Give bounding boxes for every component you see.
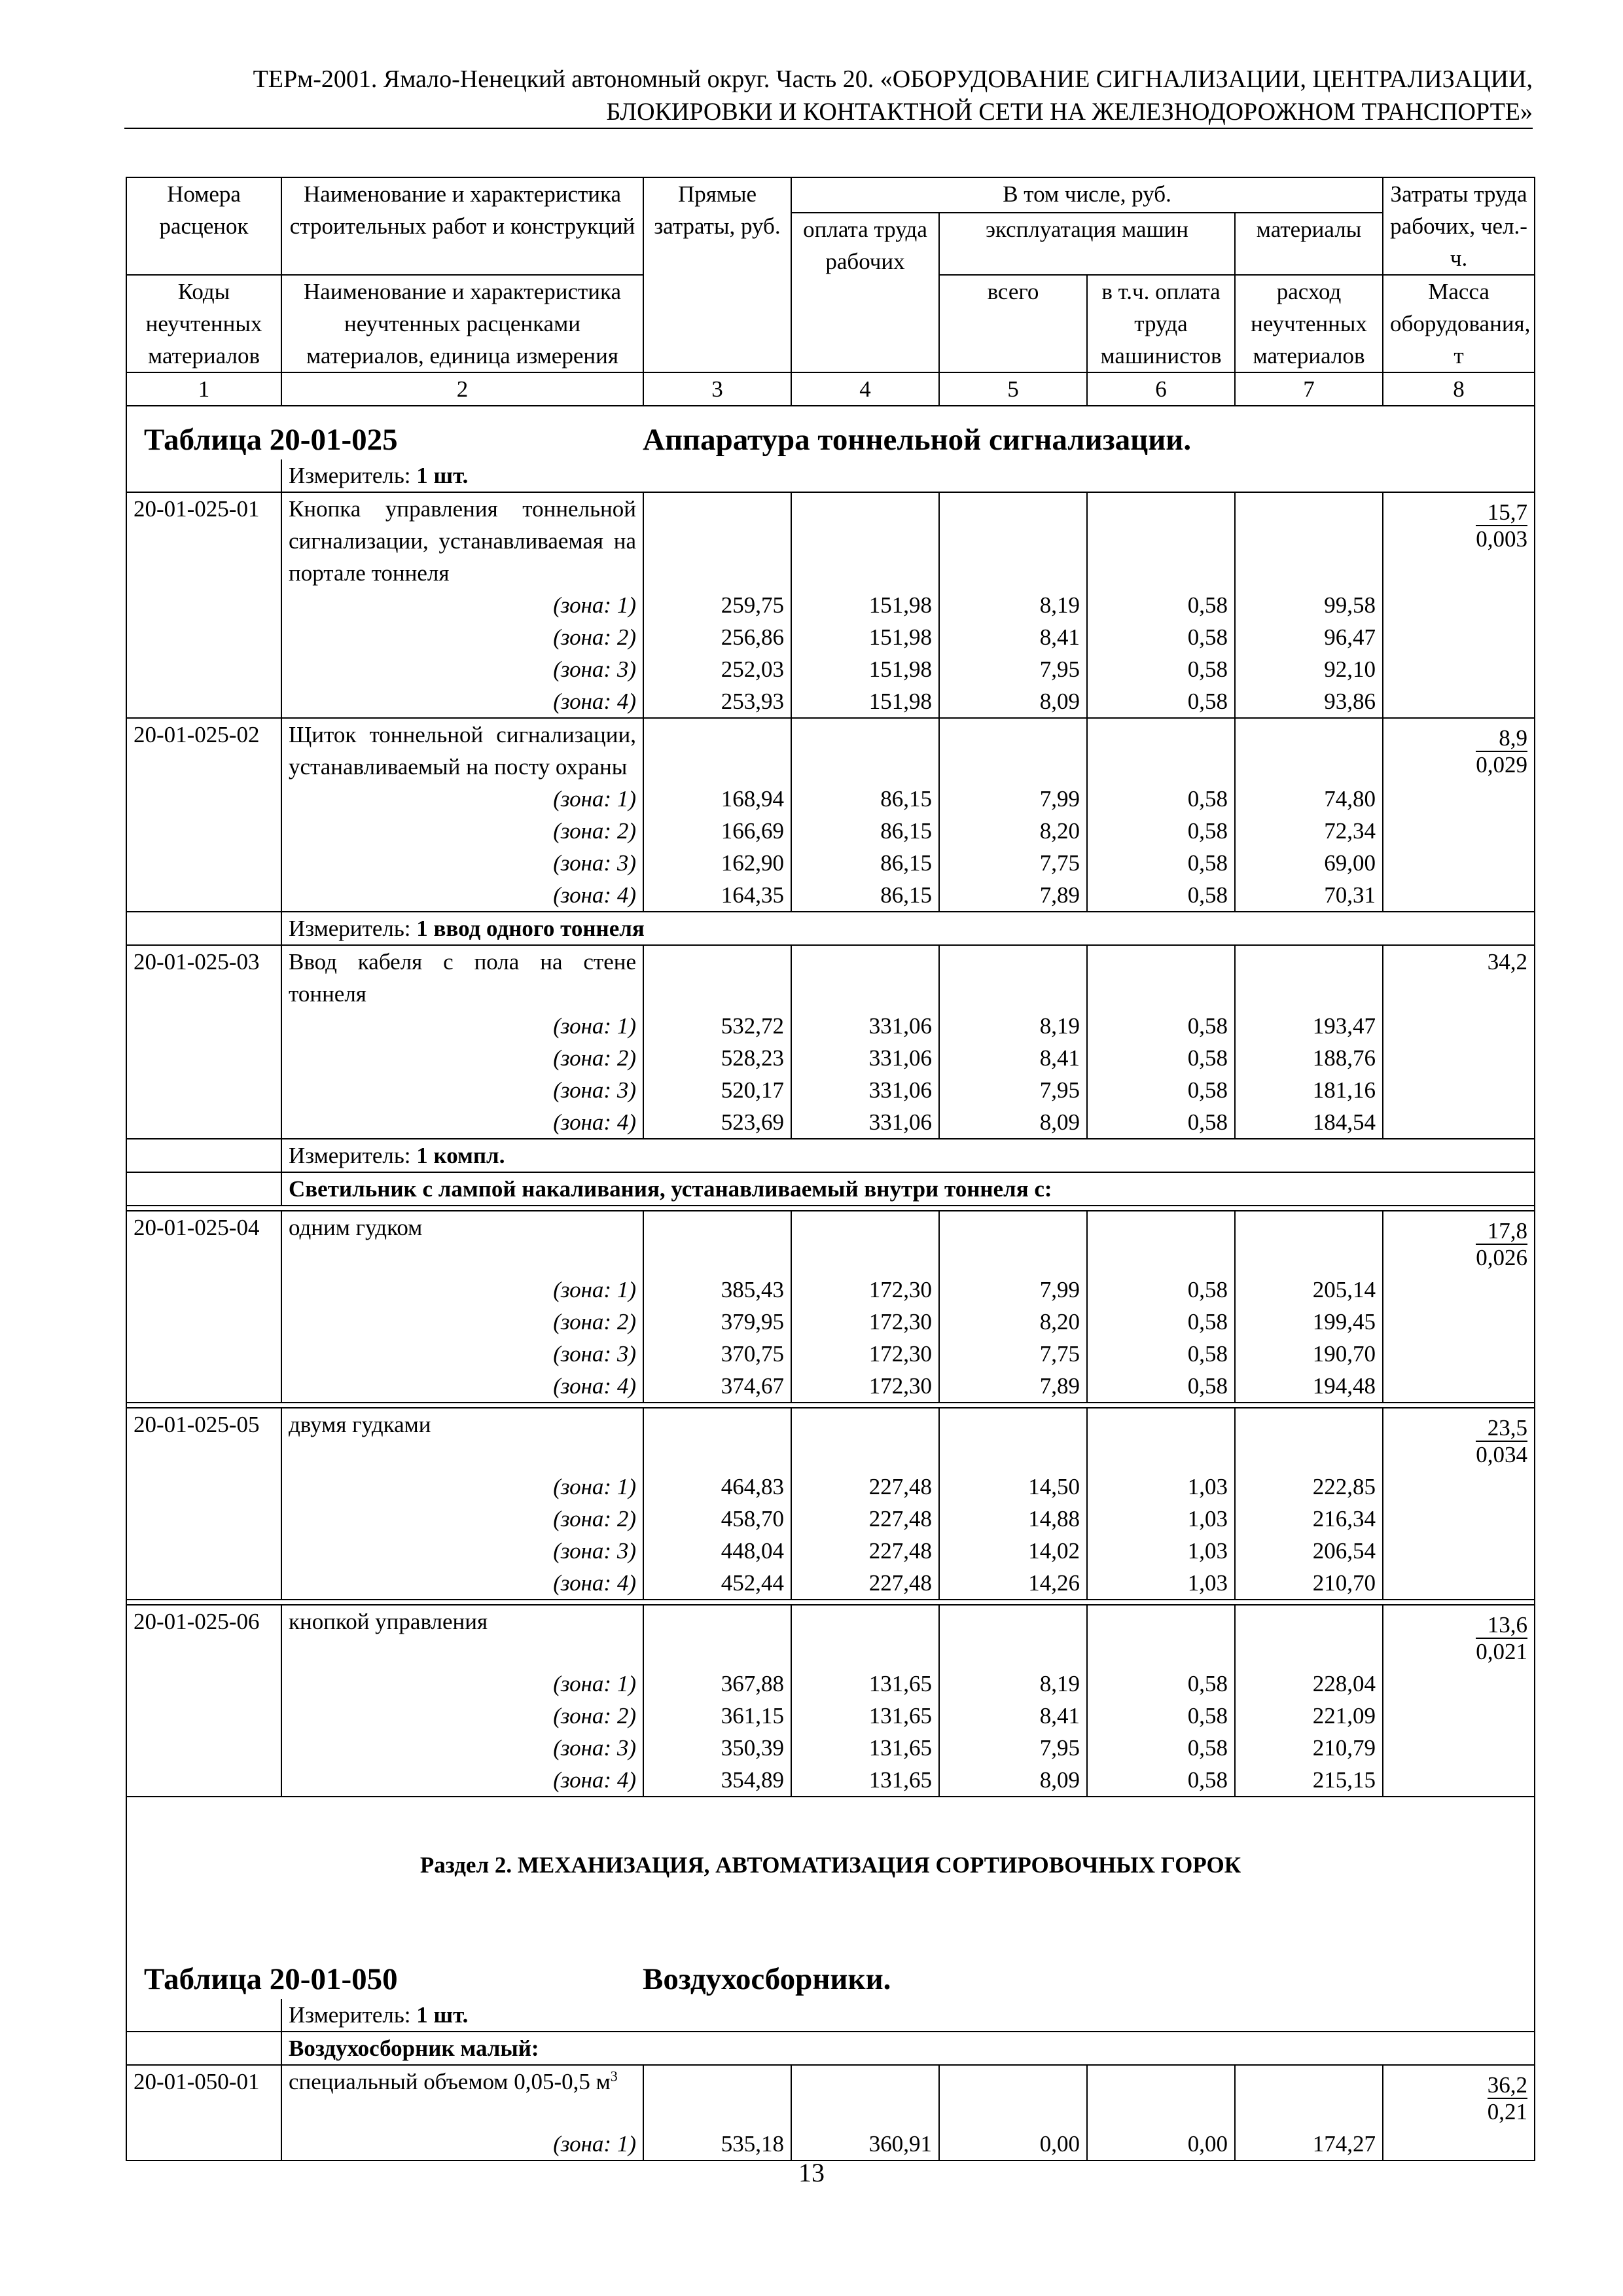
zone-direct: 166,69 bbox=[643, 815, 791, 847]
zone-wages: 151,98 bbox=[791, 589, 939, 621]
labor-mass-fraction bbox=[1476, 493, 1527, 552]
item-labor: 13,6 bbox=[1476, 1612, 1527, 1639]
zone-wages: 331,06 bbox=[791, 1010, 939, 1042]
zone-machines: 8,19 bbox=[939, 1668, 1087, 1700]
zone-materials: 69,00 bbox=[1235, 847, 1383, 879]
zone-wages: 172,30 bbox=[791, 1274, 939, 1306]
zone-machines-wages: 0,58 bbox=[1087, 1338, 1235, 1370]
zone-materials: 188,76 bbox=[1235, 1042, 1383, 1074]
zone-direct: 528,23 bbox=[643, 1042, 791, 1074]
zone-label: (зона: 3) bbox=[281, 1732, 643, 1764]
zone-materials: 92,10 bbox=[1235, 653, 1383, 685]
zone-materials: 184,54 bbox=[1235, 1106, 1383, 1139]
group-row bbox=[126, 1172, 1535, 1206]
spacer-row bbox=[126, 1206, 1535, 1211]
zone-machines-wages: 0,58 bbox=[1087, 1010, 1235, 1042]
item-mass: 0,029 bbox=[1476, 752, 1528, 778]
labor-mass-fraction bbox=[1476, 1408, 1527, 1467]
item-code: 20-01-025-03 bbox=[126, 945, 281, 1010]
table-title: Таблица 20-01-050 bbox=[144, 1962, 398, 1996]
zone-machines: 8,41 bbox=[939, 1700, 1087, 1732]
zone-machines-wages: 0,58 bbox=[1087, 815, 1235, 847]
zone-machines-wages: 0,58 bbox=[1087, 653, 1235, 685]
item-name: кнопкой управления bbox=[289, 1609, 488, 1634]
zone-direct: 168,94 bbox=[643, 783, 791, 815]
col-mass: Масса оборудования, т bbox=[1383, 275, 1535, 372]
zone-row bbox=[126, 589, 1535, 621]
zone-label: (зона: 3) bbox=[281, 1535, 643, 1567]
zone-machines-wages: 1,03 bbox=[1087, 1471, 1235, 1503]
item-labor: 23,5 bbox=[1476, 1415, 1527, 1442]
table-title-row bbox=[126, 1960, 1535, 1999]
zone-materials: 215,15 bbox=[1235, 1764, 1383, 1797]
zone-row bbox=[126, 1042, 1535, 1074]
spacer-row bbox=[126, 1881, 1535, 1960]
labor-mass-fraction bbox=[1476, 1605, 1527, 1664]
zone-direct: 374,67 bbox=[643, 1370, 791, 1403]
price-table bbox=[126, 177, 1535, 2161]
zone-materials: 96,47 bbox=[1235, 621, 1383, 653]
labor-mass-fraction bbox=[1476, 1211, 1527, 1270]
zone-machines: 8,20 bbox=[939, 815, 1087, 847]
table-row bbox=[126, 718, 1535, 783]
zone-row bbox=[126, 1535, 1535, 1567]
zone-label: (зона: 4) bbox=[281, 1764, 643, 1797]
item-labor: 15,7 bbox=[1476, 499, 1527, 526]
zone-row bbox=[126, 1764, 1535, 1797]
col-machines: эксплуатация машин bbox=[939, 213, 1235, 275]
col-number: 6 bbox=[1087, 372, 1235, 406]
zone-machines-wages: 0,58 bbox=[1087, 879, 1235, 912]
item-labor: 34,2 bbox=[1487, 949, 1528, 975]
table-row bbox=[126, 945, 1535, 1010]
zone-direct: 361,15 bbox=[643, 1700, 791, 1732]
table-head bbox=[126, 177, 1535, 406]
zone-wages: 151,98 bbox=[791, 621, 939, 653]
zone-row bbox=[126, 815, 1535, 847]
zone-wages: 331,06 bbox=[791, 1042, 939, 1074]
zone-direct: 367,88 bbox=[643, 1668, 791, 1700]
zone-machines: 8,41 bbox=[939, 621, 1087, 653]
zone-label: (зона: 2) bbox=[281, 621, 643, 653]
zone-direct: 448,04 bbox=[643, 1535, 791, 1567]
item-code: 20-01-025-06 bbox=[126, 1605, 281, 1668]
page-number: 13 bbox=[798, 2158, 825, 2187]
table-caption: Воздухосборники. bbox=[643, 1962, 891, 1996]
labor-mass-fraction bbox=[1488, 2066, 1527, 2125]
zone-wages: 131,65 bbox=[791, 1668, 939, 1700]
zone-direct: 532,72 bbox=[643, 1010, 791, 1042]
table-title-row bbox=[126, 420, 1535, 459]
zone-machines-wages: 0,58 bbox=[1087, 1732, 1235, 1764]
col-number: 7 bbox=[1235, 372, 1383, 406]
item-name: специальный объемом 0,05-0,5 м bbox=[289, 2069, 611, 2094]
table-title: Таблица 20-01-025 bbox=[144, 423, 398, 457]
table-row bbox=[126, 1211, 1535, 1274]
zone-materials: 99,58 bbox=[1235, 589, 1383, 621]
zone-materials: 206,54 bbox=[1235, 1535, 1383, 1567]
col-number: 1 bbox=[126, 372, 281, 406]
zone-materials: 221,09 bbox=[1235, 1700, 1383, 1732]
zone-row bbox=[126, 621, 1535, 653]
zone-row bbox=[126, 685, 1535, 718]
zone-machines: 8,41 bbox=[939, 1042, 1087, 1074]
zone-direct: 350,39 bbox=[643, 1732, 791, 1764]
zone-materials: 216,34 bbox=[1235, 1503, 1383, 1535]
zone-machines: 0,00 bbox=[939, 2128, 1087, 2161]
col-number: 2 bbox=[281, 372, 643, 406]
zone-row bbox=[126, 1668, 1535, 1700]
section-title: Раздел 2. МЕХАНИЗАЦИЯ, АВТОМАТИЗАЦИЯ СОРТИРОВОЧНЫХ ГОРОК bbox=[126, 1849, 1535, 1881]
zone-machines: 7,75 bbox=[939, 1338, 1087, 1370]
zone-machines: 7,99 bbox=[939, 783, 1087, 815]
zone-machines-wages: 0,58 bbox=[1087, 1042, 1235, 1074]
zone-wages: 172,30 bbox=[791, 1338, 939, 1370]
zone-direct: 452,44 bbox=[643, 1567, 791, 1600]
zone-direct: 520,17 bbox=[643, 1074, 791, 1106]
zone-machines-wages: 0,58 bbox=[1087, 1700, 1235, 1732]
zone-materials: 210,79 bbox=[1235, 1732, 1383, 1764]
item-code: 20-01-050-01 bbox=[126, 2065, 281, 2128]
zone-machines: 8,09 bbox=[939, 1106, 1087, 1139]
zone-wages: 331,06 bbox=[791, 1106, 939, 1139]
zone-materials: 210,70 bbox=[1235, 1567, 1383, 1600]
col-code-bottom: Коды неучтенных материалов bbox=[126, 275, 281, 372]
table-row bbox=[126, 2065, 1535, 2128]
zone-machines: 7,89 bbox=[939, 1370, 1087, 1403]
table-row bbox=[126, 1605, 1535, 1668]
zone-label: (зона: 4) bbox=[281, 1567, 643, 1600]
zone-materials: 194,48 bbox=[1235, 1370, 1383, 1403]
col-number: 4 bbox=[791, 372, 939, 406]
zone-machines-wages: 0,58 bbox=[1087, 1074, 1235, 1106]
zone-wages: 227,48 bbox=[791, 1567, 939, 1600]
zone-label: (зона: 1) bbox=[281, 589, 643, 621]
measure-value: 1 шт. bbox=[416, 463, 469, 488]
item-mass: 0,003 bbox=[1476, 526, 1528, 552]
item-code: 20-01-025-01 bbox=[126, 492, 281, 589]
zone-materials: 222,85 bbox=[1235, 1471, 1383, 1503]
zone-wages: 151,98 bbox=[791, 685, 939, 718]
zone-machines-wages: 0,58 bbox=[1087, 1306, 1235, 1338]
zone-direct: 354,89 bbox=[643, 1764, 791, 1797]
zone-label: (зона: 1) bbox=[281, 1668, 643, 1700]
zone-materials: 228,04 bbox=[1235, 1668, 1383, 1700]
col-machines-total: всего bbox=[939, 275, 1087, 372]
col-including: В том числе, руб. bbox=[791, 177, 1383, 213]
zone-label: (зона: 3) bbox=[281, 847, 643, 879]
zone-wages: 131,65 bbox=[791, 1764, 939, 1797]
item-mass: 0,021 bbox=[1476, 1639, 1528, 1664]
zone-materials: 190,70 bbox=[1235, 1338, 1383, 1370]
zone-wages: 172,30 bbox=[791, 1306, 939, 1338]
zone-wages: 86,15 bbox=[791, 879, 939, 912]
col-materials-sub: расход неучтенных материалов bbox=[1235, 275, 1383, 372]
zone-machines-wages: 0,58 bbox=[1087, 847, 1235, 879]
group-row bbox=[126, 2032, 1535, 2065]
zone-machines: 7,89 bbox=[939, 879, 1087, 912]
zone-machines: 14,50 bbox=[939, 1471, 1087, 1503]
zone-row bbox=[126, 1306, 1535, 1338]
spacer-row bbox=[126, 406, 1535, 420]
zone-machines: 14,88 bbox=[939, 1503, 1087, 1535]
item-code: 20-01-025-05 bbox=[126, 1408, 281, 1471]
zone-machines: 7,75 bbox=[939, 847, 1087, 879]
zone-wages: 86,15 bbox=[791, 815, 939, 847]
item-name: Ввод кабеля с пола на стене тоннеля bbox=[289, 949, 636, 1007]
item-code: 20-01-025-02 bbox=[126, 718, 281, 783]
zone-label: (зона: 1) bbox=[281, 1274, 643, 1306]
zone-materials: 199,45 bbox=[1235, 1306, 1383, 1338]
zone-machines-wages: 1,03 bbox=[1087, 1503, 1235, 1535]
zone-direct: 164,35 bbox=[643, 879, 791, 912]
zone-label: (зона: 2) bbox=[281, 1042, 643, 1074]
zone-direct: 370,75 bbox=[643, 1338, 791, 1370]
col-code-top: Номера расценок bbox=[126, 177, 281, 275]
zone-row bbox=[126, 1732, 1535, 1764]
col-number: 8 bbox=[1383, 372, 1535, 406]
zone-materials: 181,16 bbox=[1235, 1074, 1383, 1106]
measure-label: Измеритель: bbox=[289, 463, 411, 488]
col-name-top: Наименование и характеристика строительных работ и конструкций bbox=[281, 177, 643, 275]
table-row bbox=[126, 1408, 1535, 1471]
zone-machines-wages: 1,03 bbox=[1087, 1535, 1235, 1567]
measure-value: 1 компл. bbox=[416, 1143, 505, 1168]
col-machines-wages: в т.ч. оплата труда машинистов bbox=[1087, 275, 1235, 372]
zone-row bbox=[126, 1274, 1535, 1306]
zone-row bbox=[126, 2128, 1535, 2161]
item-name: Кнопка управления тоннельной сигнализации, устанавливаемая на портале тоннеля bbox=[289, 496, 636, 586]
col-direct: Прямые затраты, руб. bbox=[643, 177, 791, 372]
item-name: двумя гудками bbox=[289, 1412, 431, 1437]
measure-row bbox=[126, 459, 1535, 492]
zone-label: (зона: 3) bbox=[281, 1338, 643, 1370]
zone-label: (зона: 1) bbox=[281, 1471, 643, 1503]
zone-label: (зона: 2) bbox=[281, 1503, 643, 1535]
item-name: Щиток тоннельной сигнализации, устанавливаемый на посту охраны bbox=[289, 722, 636, 780]
zone-wages: 86,15 bbox=[791, 783, 939, 815]
zone-wages: 86,15 bbox=[791, 847, 939, 879]
zone-label: (зона: 3) bbox=[281, 653, 643, 685]
spacer-row bbox=[126, 1797, 1535, 1849]
zone-wages: 172,30 bbox=[791, 1370, 939, 1403]
zone-materials: 74,80 bbox=[1235, 783, 1383, 815]
zone-label: (зона: 2) bbox=[281, 1700, 643, 1732]
measure-value: 1 ввод одного тоннеля bbox=[416, 916, 645, 941]
col-name-bottom: Наименование и характеристика неучтенных расценками материалов, единица измерения bbox=[281, 275, 643, 372]
item-name: одним гудком bbox=[289, 1215, 423, 1240]
zone-label: (зона: 2) bbox=[281, 1306, 643, 1338]
zone-label: (зона: 1) bbox=[281, 1010, 643, 1042]
zone-label: (зона: 3) bbox=[281, 1074, 643, 1106]
zone-row bbox=[126, 879, 1535, 912]
zone-materials: 174,27 bbox=[1235, 2128, 1383, 2161]
zone-machines-wages: 0,58 bbox=[1087, 1764, 1235, 1797]
zone-materials: 72,34 bbox=[1235, 815, 1383, 847]
zone-machines: 8,19 bbox=[939, 589, 1087, 621]
measure-label: Измеритель: bbox=[289, 2002, 411, 2028]
measure-label: Измеритель: bbox=[289, 1143, 411, 1168]
zone-materials: 193,47 bbox=[1235, 1010, 1383, 1042]
measure-value: 1 шт. bbox=[416, 2002, 469, 2028]
zone-direct: 385,43 bbox=[643, 1274, 791, 1306]
table-body bbox=[126, 406, 1535, 2161]
item-mass: 0,21 bbox=[1487, 2099, 1528, 2125]
zone-machines: 14,26 bbox=[939, 1567, 1087, 1600]
zone-direct: 464,83 bbox=[643, 1471, 791, 1503]
item-name-sup: 3 bbox=[610, 2068, 618, 2085]
measure-row bbox=[126, 912, 1535, 945]
zone-machines-wages: 0,58 bbox=[1087, 589, 1235, 621]
zone-row bbox=[126, 653, 1535, 685]
zone-materials: 93,86 bbox=[1235, 685, 1383, 718]
zone-row bbox=[126, 1503, 1535, 1535]
zone-machines-wages: 0,58 bbox=[1087, 1106, 1235, 1139]
zone-row bbox=[126, 1700, 1535, 1732]
zone-materials: 70,31 bbox=[1235, 879, 1383, 912]
zone-machines: 7,95 bbox=[939, 653, 1087, 685]
header-line-2: БЛОКИРОВКИ И КОНТАКТНОЙ СЕТИ НА ЖЕЛЕЗНОДОРОЖНОМ ТРАНСПОРТЕ» bbox=[606, 98, 1533, 126]
zone-row bbox=[126, 1106, 1535, 1139]
zone-wages: 227,48 bbox=[791, 1471, 939, 1503]
measure-row bbox=[126, 1999, 1535, 2032]
zone-wages: 131,65 bbox=[791, 1700, 939, 1732]
zone-machines-wages: 0,00 bbox=[1087, 2128, 1235, 2161]
zone-direct: 379,95 bbox=[643, 1306, 791, 1338]
zone-wages: 227,48 bbox=[791, 1503, 939, 1535]
zone-row bbox=[126, 847, 1535, 879]
zone-direct: 252,03 bbox=[643, 653, 791, 685]
zone-wages: 227,48 bbox=[791, 1535, 939, 1567]
measure-label: Измеритель: bbox=[289, 916, 411, 941]
item-code: 20-01-025-04 bbox=[126, 1211, 281, 1274]
zone-row bbox=[126, 783, 1535, 815]
spacer-row bbox=[126, 1600, 1535, 1605]
zone-label: (зона: 4) bbox=[281, 685, 643, 718]
zone-direct: 256,86 bbox=[643, 621, 791, 653]
zone-machines: 8,09 bbox=[939, 685, 1087, 718]
zone-machines-wages: 1,03 bbox=[1087, 1567, 1235, 1600]
spacer-row bbox=[126, 1403, 1535, 1408]
zone-machines: 8,20 bbox=[939, 1306, 1087, 1338]
zone-wages: 331,06 bbox=[791, 1074, 939, 1106]
zone-machines-wages: 0,58 bbox=[1087, 783, 1235, 815]
running-header bbox=[124, 63, 1533, 128]
measure-row bbox=[126, 1139, 1535, 1172]
zone-wages: 151,98 bbox=[791, 653, 939, 685]
labor-mass-fraction bbox=[1476, 719, 1527, 778]
zone-row bbox=[126, 1074, 1535, 1106]
zone-label: (зона: 2) bbox=[281, 815, 643, 847]
col-materials: материалы bbox=[1235, 213, 1383, 275]
zone-machines: 7,99 bbox=[939, 1274, 1087, 1306]
zone-machines: 8,09 bbox=[939, 1764, 1087, 1797]
zone-label: (зона: 4) bbox=[281, 879, 643, 912]
zone-direct: 523,69 bbox=[643, 1106, 791, 1139]
zone-row bbox=[126, 1567, 1535, 1600]
zone-wages: 131,65 bbox=[791, 1732, 939, 1764]
zone-materials: 205,14 bbox=[1235, 1274, 1383, 1306]
zone-machines-wages: 0,58 bbox=[1087, 621, 1235, 653]
item-labor: 36,2 bbox=[1487, 2072, 1528, 2098]
zone-direct: 458,70 bbox=[643, 1503, 791, 1535]
zone-wages: 360,91 bbox=[791, 2128, 939, 2161]
zone-machines: 7,95 bbox=[939, 1074, 1087, 1106]
zone-machines-wages: 0,58 bbox=[1087, 1274, 1235, 1306]
zone-direct: 535,18 bbox=[643, 2128, 791, 2161]
zone-machines: 14,02 bbox=[939, 1535, 1087, 1567]
zone-direct: 259,75 bbox=[643, 589, 791, 621]
zone-row bbox=[126, 1010, 1535, 1042]
item-labor: 17,8 bbox=[1476, 1218, 1527, 1245]
zone-machines: 8,19 bbox=[939, 1010, 1087, 1042]
item-labor: 8,9 bbox=[1476, 725, 1527, 752]
item-mass: 0,026 bbox=[1476, 1245, 1528, 1270]
zone-label: (зона: 1) bbox=[281, 2128, 643, 2161]
zone-label: (зона: 4) bbox=[281, 1370, 643, 1403]
zone-label: (зона: 1) bbox=[281, 783, 643, 815]
zone-machines-wages: 0,58 bbox=[1087, 1370, 1235, 1403]
table-row bbox=[126, 492, 1535, 589]
group-title: Воздухосборник малый: bbox=[281, 2032, 1535, 2065]
col-wages: оплата труда рабочих bbox=[791, 213, 939, 372]
zone-machines-wages: 0,58 bbox=[1087, 1668, 1235, 1700]
zone-row bbox=[126, 1338, 1535, 1370]
zone-row bbox=[126, 1370, 1535, 1403]
table-caption: Аппаратура тоннельной сигнализации. bbox=[643, 423, 1192, 457]
zone-row bbox=[126, 1471, 1535, 1503]
zone-direct: 253,93 bbox=[643, 685, 791, 718]
zone-label: (зона: 4) bbox=[281, 1106, 643, 1139]
zone-machines-wages: 0,58 bbox=[1087, 685, 1235, 718]
header-rule bbox=[124, 128, 1533, 129]
col-labor: Затраты труда рабочих, чел.-ч. bbox=[1383, 177, 1535, 275]
zone-direct: 162,90 bbox=[643, 847, 791, 879]
item-mass: 0,034 bbox=[1476, 1442, 1528, 1467]
col-number: 3 bbox=[643, 372, 791, 406]
group-title: Светильник с лампой накаливания, устанавливаемый внутри тоннеля с: bbox=[281, 1172, 1535, 1206]
zone-machines: 7,95 bbox=[939, 1732, 1087, 1764]
section-row bbox=[126, 1849, 1535, 1881]
col-number: 5 bbox=[939, 372, 1087, 406]
header-line-1: ТЕРм-2001. Ямало-Ненецкий автономный округ. Часть 20. «ОБОРУДОВАНИЕ СИГНАЛИЗАЦИИ, ЦЕНТРАЛИЗАЦИИ, bbox=[253, 65, 1533, 93]
